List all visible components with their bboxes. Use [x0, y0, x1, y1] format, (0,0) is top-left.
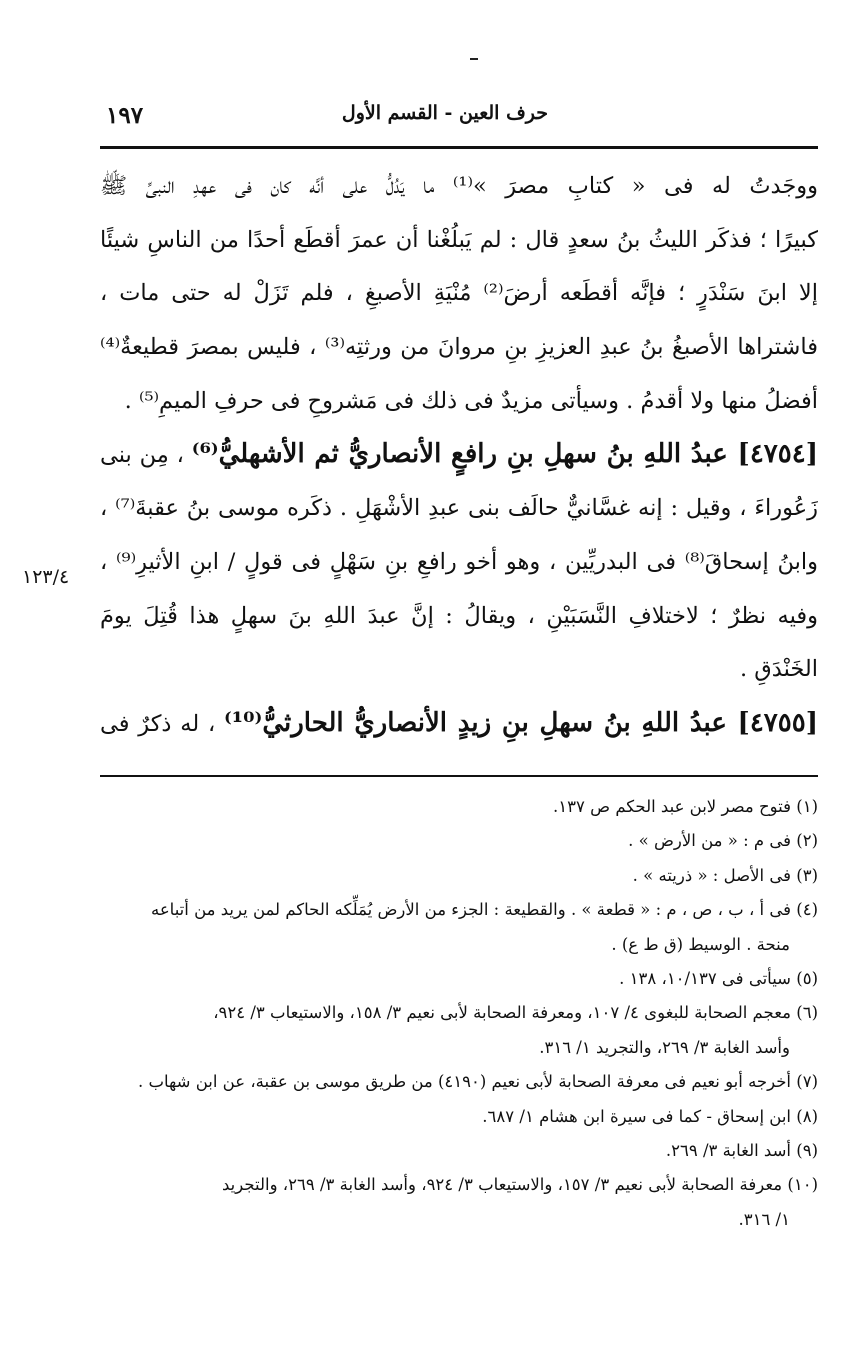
footnote-continuation: وأسد الغابة ٣/ ٢٦٩، والتجريد ١/ ٣١٦.	[539, 1037, 790, 1057]
footnote-continuation: منحة . الوسيط (ق ط ع) .	[611, 934, 790, 954]
footnotes	[100, 790, 818, 1237]
entry-4755-heading-line	[100, 697, 818, 751]
entry-4755-heading-tail: ، له ذكرٌ فى	[100, 710, 216, 737]
page-number: ١٩٧	[106, 102, 144, 129]
footnote: (٥) سيأتى فى ١٠/١٣٧، ١٣٨ .	[619, 969, 818, 989]
footnote: (٤) فى أ ، ب ، ص ، م : « قطعة » . والقطيعة : الجزء من الأرض يُمَلِّكه الحاكم لمن يريد من أتباعه	[150, 900, 818, 920]
footnote: (٩) أسد الغابة ٣/ ٢٦٩.	[665, 1141, 818, 1161]
footnote-continuation: ١/ ٣١٦.	[738, 1209, 790, 1229]
entry-4754-line: الخَنْدَقِ .	[740, 656, 818, 683]
entry-4754-heading-tail: ، مِن بنى	[100, 442, 184, 469]
footnote: (٦) معجم الصحابة للبغوى ٤/ ١٠٧، ومعرفة الصحابة لأبى نعيم ٣/ ١٥٨، والاستيعاب ٣/ ٩٢٤،	[213, 1003, 818, 1023]
entry-4755-heading: [٤٧٥٥] عبدُ اللهِ بنُ سهلِ بنِ زيدٍ الأنصاريُّ الحارثيُّ⁽¹⁰⁾	[224, 707, 818, 738]
footnote: (٨) ابن إسحاق - كما فى سيرة ابن هشام ١/ ٦٨٧.	[482, 1106, 818, 1126]
page-header	[100, 98, 818, 138]
body-line: كبيرًا ؛ فذكَر الليثُ بنُ سعدٍ قال : لم يَبلُغْنا أن عمرَ أقطَع أحدًا من الناسِ شيئًا	[100, 226, 818, 253]
footnote: (١) فتوح مصر لابن عبد الحكم ص ١٣٧.	[553, 797, 818, 816]
entry-4754-heading: [٤٧٥٤] عبدُ اللهِ بنُ سهلِ بنِ رافعٍ الأنصاريُّ ثم الأشهليُّ⁽⁶⁾	[191, 439, 818, 470]
entry-4754-heading-line	[100, 428, 818, 482]
main-text	[100, 160, 818, 751]
entry-4754-line: زَعُوراءَ ، وقيل : إنه غسَّانيٌّ حالَف بنى عبدِ الأشْهَلِ . ذكَره موسى بنُ عقبةَ⁽⁷⁾ ،	[100, 495, 818, 522]
body-line: إلا ابنَ سَنْدَرٍ ؛ فإنَّه أقطَعه أرضَ⁽²⁾ مُنْيَةِ الأصبغِ ، فلم تَزَلْ له حتى مات ،	[100, 280, 818, 307]
footnote: (٣) فى الأصل : « ذريته » .	[632, 865, 818, 885]
header-rule	[100, 146, 818, 149]
margin-reference: ١٢٣/٤	[22, 566, 70, 588]
running-title: حرف العين - القسم الأول	[341, 102, 548, 124]
footnote: (٧) أخرجه أبو نعيم فى معرفة الصحابة لأبى نعيم (٤١٩٠) من طريق موسى بن عقبة، عن ابن شهاب .	[137, 1072, 818, 1092]
footnote: (١٠) معرفة الصحابة لأبى نعيم ٣/ ١٥٧، والاستيعاب ٣/ ٩٢٤، وأسد الغابة ٣/ ٢٦٩، والتجريد	[222, 1175, 818, 1195]
body-line: أفضلُ منها ولا أقدمُ . وسيأتى مزيدٌ فى ذلك فى مَشروحِ فى حرفِ الميمِ⁽⁵⁾ .	[124, 387, 818, 414]
body-line: فاشتراها الأصبغُ بنُ عبدِ العزيزِ بنِ مروانَ من ورثتِه⁽³⁾ ، فليس بمصرَ قطيعةٌ⁽⁴⁾	[100, 334, 818, 361]
footnote-rule	[100, 775, 818, 777]
body-line: ووجَدتُ له فى « كتابِ مصرَ »⁽¹⁾ ما يَدُلُّ على أنَّه كان فى عهدِ النبىِّ ﷺ	[100, 173, 818, 199]
entry-4754-line: وفيه نظرٌ ؛ لاختلافِ النَّسَبَيْنِ ، ويقالُ : إنَّ عبدَ اللهِ بنَ سهلٍ هذا قُتِلَ يومَ	[100, 602, 818, 629]
entry-4754-line: وابنُ إسحاقَ⁽⁸⁾ فى البدريِّين ، وهو أخو رافعِ بنِ سَهْلٍ فى قولٍ / ابنِ الأثيرِ⁽⁹⁾ ،	[100, 548, 818, 575]
top-mark	[470, 58, 478, 60]
footnote: (٢) فى م : « من الأرض » .	[628, 831, 818, 851]
